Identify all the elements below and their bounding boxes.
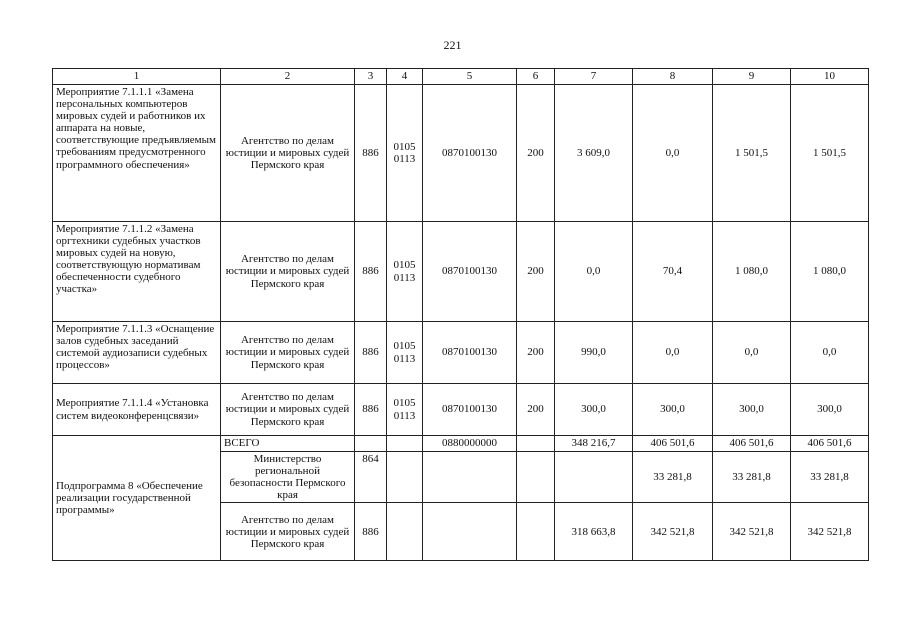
rzpr-cell: 0105 0113 xyxy=(387,85,423,222)
value-cell: 1 080,0 xyxy=(791,222,869,322)
grbs-cell: 886 xyxy=(355,322,387,384)
agency-cell: Агентство по делам юстиции и мировых судей Пермского края xyxy=(221,503,355,561)
value-cell: 990,0 xyxy=(555,322,633,384)
measure-name: Мероприятие 7.1.1.3 «Оснащение залов судебных заседаний системой аудиозаписи судебных процессов» xyxy=(53,322,221,384)
value-cell: 3 609,0 xyxy=(555,85,633,222)
column-header: 5 xyxy=(423,69,517,85)
column-header: 9 xyxy=(713,69,791,85)
value-cell: 300,0 xyxy=(791,384,869,436)
csr-cell xyxy=(423,452,517,503)
grbs-cell xyxy=(355,436,387,452)
column-header: 2 xyxy=(221,69,355,85)
table-row xyxy=(53,322,869,384)
vr-cell xyxy=(517,503,555,561)
value-cell: 300,0 xyxy=(633,384,713,436)
value-cell: 342 521,8 xyxy=(791,503,869,561)
vr-cell xyxy=(517,452,555,503)
value-cell: 406 501,6 xyxy=(791,436,869,452)
value-cell: 0,0 xyxy=(633,322,713,384)
table-row xyxy=(53,85,869,222)
value-cell: 300,0 xyxy=(555,384,633,436)
rzpr-cell xyxy=(387,503,423,561)
column-header: 8 xyxy=(633,69,713,85)
header-row xyxy=(53,69,869,85)
vr-cell xyxy=(517,436,555,452)
csr-cell: 0870100130 xyxy=(423,222,517,322)
value-cell: 33 281,8 xyxy=(713,452,791,503)
total-label: ВСЕГО xyxy=(221,436,355,452)
csr-cell: 0880000000 xyxy=(423,436,517,452)
measure-name: Мероприятие 7.1.1.1 «Замена персональных компьютеров мировых судей и работников их аппарата на новые, соответствующие предъявляемым требованиям предусмотренного программного обеспечения» xyxy=(53,85,221,222)
value-cell: 0,0 xyxy=(713,322,791,384)
value-cell: 318 663,8 xyxy=(555,503,633,561)
csr-cell: 0870100130 xyxy=(423,322,517,384)
value-cell: 0,0 xyxy=(791,322,869,384)
value-cell: 70,4 xyxy=(633,222,713,322)
value-cell xyxy=(555,452,633,503)
column-header: 4 xyxy=(387,69,423,85)
table-row xyxy=(53,384,869,436)
agency-cell: Агентство по делам юстиции и мировых судей Пермского края xyxy=(221,322,355,384)
csr-cell: 0870100130 xyxy=(423,384,517,436)
measure-name: Мероприятие 7.1.1.2 «Замена оргтехники судебных участков мировых судей на новую, соответствующую нормативам обеспеченности судебного участка» xyxy=(53,222,221,322)
grbs-cell: 886 xyxy=(355,85,387,222)
value-cell: 1 501,5 xyxy=(713,85,791,222)
budget-table xyxy=(52,68,869,561)
agency-cell: Агентство по делам юстиции и мировых судей Пермского края xyxy=(221,85,355,222)
value-cell: 1 501,5 xyxy=(791,85,869,222)
column-header: 3 xyxy=(355,69,387,85)
column-header: 10 xyxy=(791,69,869,85)
value-cell: 342 521,8 xyxy=(633,503,713,561)
grbs-cell: 864 xyxy=(355,452,387,503)
vr-cell: 200 xyxy=(517,222,555,322)
value-cell: 406 501,6 xyxy=(633,436,713,452)
vr-cell: 200 xyxy=(517,384,555,436)
grbs-cell: 886 xyxy=(355,222,387,322)
rzpr-cell: 0105 0113 xyxy=(387,322,423,384)
value-cell: 33 281,8 xyxy=(633,452,713,503)
agency-cell: Агентство по делам юстиции и мировых судей Пермского края xyxy=(221,384,355,436)
value-cell: 348 216,7 xyxy=(555,436,633,452)
value-cell: 342 521,8 xyxy=(713,503,791,561)
value-cell: 1 080,0 xyxy=(713,222,791,322)
agency-cell: Министерство региональной безопасности Пермского края xyxy=(221,452,355,503)
vr-cell: 200 xyxy=(517,322,555,384)
rzpr-cell: 0105 0113 xyxy=(387,384,423,436)
grbs-cell: 886 xyxy=(355,503,387,561)
column-header: 1 xyxy=(53,69,221,85)
value-cell: 406 501,6 xyxy=(713,436,791,452)
vr-cell: 200 xyxy=(517,85,555,222)
subprogram-name: Подпрограмма 8 «Обеспечение реализации государственной программы» xyxy=(53,436,221,561)
csr-cell: 0870100130 xyxy=(423,85,517,222)
rzpr-cell xyxy=(387,452,423,503)
agency-cell: Агентство по делам юстиции и мировых судей Пермского края xyxy=(221,222,355,322)
table-row xyxy=(53,222,869,322)
column-header: 6 xyxy=(517,69,555,85)
page-number: 221 xyxy=(443,38,462,52)
value-cell: 300,0 xyxy=(713,384,791,436)
grbs-cell: 886 xyxy=(355,384,387,436)
value-cell: 33 281,8 xyxy=(791,452,869,503)
rzpr-cell: 0105 0113 xyxy=(387,222,423,322)
measure-name: Мероприятие 7.1.1.4 «Установка систем видеоконференцсвязи» xyxy=(53,384,221,436)
csr-cell xyxy=(423,503,517,561)
value-cell: 0,0 xyxy=(555,222,633,322)
column-header: 7 xyxy=(555,69,633,85)
rzpr-cell xyxy=(387,436,423,452)
value-cell: 0,0 xyxy=(633,85,713,222)
table-row xyxy=(53,436,869,452)
